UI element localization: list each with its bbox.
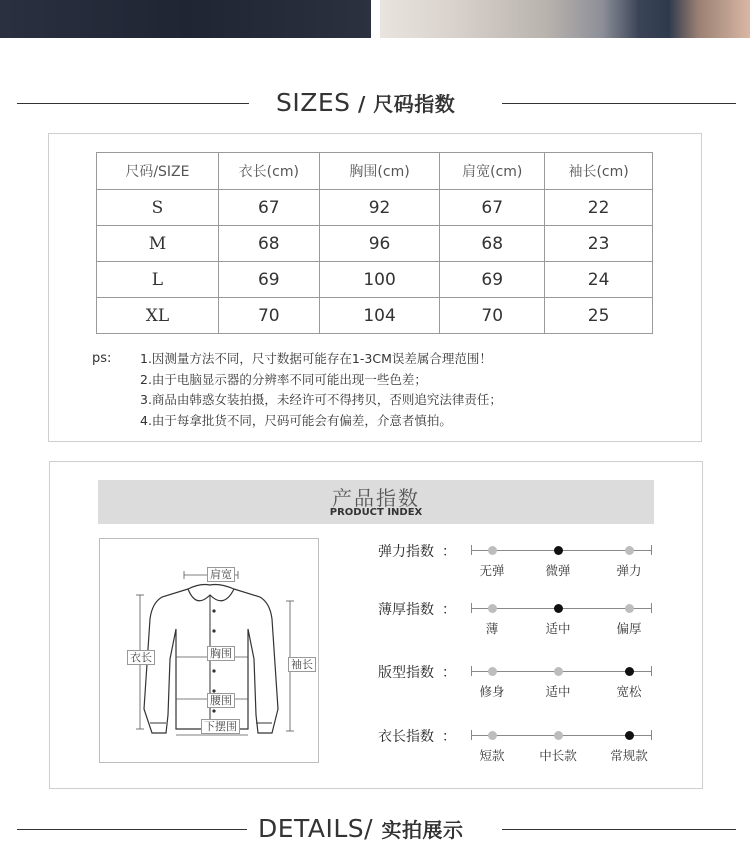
scale-dot <box>488 604 497 613</box>
index-label: 版型指数 <box>378 665 434 681</box>
index-label: 弹力指数 <box>378 544 434 560</box>
label-sleeve: 袖长 <box>288 657 316 672</box>
table-row <box>97 226 653 262</box>
index-label: 衣长指数 <box>378 729 434 745</box>
note-line: 3.商品由韩惑女装拍摄，未经许可不得拷贝，否则追究法律责任； <box>140 392 502 407</box>
scale-end-tick <box>471 603 472 613</box>
label-shoulder: 肩宽 <box>207 567 235 582</box>
footer-rule-left <box>17 829 247 830</box>
table-cell: 104 <box>319 298 440 334</box>
label-length: 衣长 <box>127 650 155 665</box>
footer-rule-right <box>502 829 736 830</box>
scale-option-label: 微弹 <box>545 563 571 578</box>
scale-dot-selected <box>554 604 563 613</box>
scale-end-tick <box>471 730 472 740</box>
table-cell: M <box>97 226 219 262</box>
sizes-title-cn: 尺码指数 <box>373 92 456 116</box>
table-cell: S <box>97 190 219 226</box>
label-chest: 胸围 <box>207 646 235 661</box>
index-label-suffix: ： <box>442 665 456 681</box>
table-cell: 23 <box>545 226 653 262</box>
scale-option-label: 中长款 <box>539 748 577 763</box>
table-row <box>97 262 653 298</box>
label-waist: 腰围 <box>207 693 235 708</box>
col-header: 衣长(cm) <box>218 153 319 190</box>
measurement-diagram <box>99 538 319 763</box>
details-title-en: DETAILS <box>258 814 365 843</box>
scale-end-tick <box>651 666 652 676</box>
table-cell: 96 <box>319 226 440 262</box>
scale-option-label: 适中 <box>545 621 571 636</box>
size-table <box>96 152 653 334</box>
scale-option-label: 宽松 <box>616 684 642 699</box>
scale-end-tick <box>651 603 652 613</box>
product-index-title-en: PRODUCT INDEX <box>329 507 423 518</box>
table-row <box>97 190 653 226</box>
note-line: 1.因测量方法不同，尺寸数据可能存在1-3CM误差属合理范围！ <box>140 351 492 366</box>
note-line: 2.由于电脑显示器的分辨率不同可能出现一些色差； <box>140 371 427 387</box>
notes-prefix: ps: <box>92 351 112 366</box>
table-cell: 69 <box>440 262 545 298</box>
table-cell: 69 <box>218 262 319 298</box>
table-cell: 24 <box>545 262 653 298</box>
scale-end-tick <box>471 545 472 555</box>
index-label-suffix: ： <box>442 602 456 618</box>
scale-end-tick <box>471 666 472 676</box>
scale-end-tick <box>651 730 652 740</box>
scale-dot-selected <box>554 546 563 555</box>
scale-option-label: 无弹 <box>479 563 505 578</box>
scale-end-tick <box>651 545 652 555</box>
index-label-suffix: ： <box>442 544 456 560</box>
scale-option-label: 弹力 <box>616 563 642 578</box>
header-rule-left <box>17 103 249 104</box>
col-header: 袖长(cm) <box>545 153 653 190</box>
table-cell: XL <box>97 298 219 334</box>
table-row <box>97 298 653 334</box>
scale-dot <box>488 667 497 676</box>
details-section-title <box>258 814 464 843</box>
scale-option-label: 薄 <box>485 621 499 636</box>
table-cell: 70 <box>218 298 319 334</box>
table-cell: 22 <box>545 190 653 226</box>
sizes-title-sep: / <box>350 92 374 116</box>
scale-dot-selected <box>625 667 634 676</box>
size-table-header-row <box>97 153 653 190</box>
scale-dot <box>488 731 497 740</box>
scale-dot <box>625 604 634 613</box>
scale-option-label: 常规款 <box>610 748 648 763</box>
col-header: 尺码/SIZE <box>97 153 219 190</box>
details-title-sep: / <box>364 814 382 843</box>
scale-dot <box>488 546 497 555</box>
index-label: 薄厚指数 <box>378 602 434 618</box>
note-line: 4.由于每拿批货不同，尺码可能会有偏差，介意者慎拍。 <box>140 412 452 428</box>
table-cell: 68 <box>218 226 319 262</box>
index-label-suffix: ： <box>442 729 456 745</box>
size-notes <box>92 349 652 433</box>
table-cell: 67 <box>440 190 545 226</box>
details-title-cn: 实拍展示 <box>381 818 464 842</box>
table-cell: 92 <box>319 190 440 226</box>
table-cell: 25 <box>545 298 653 334</box>
label-hem: 下摆围 <box>201 719 240 734</box>
sizes-section-title <box>276 88 455 117</box>
table-cell: L <box>97 262 219 298</box>
scale-option-label: 偏厚 <box>616 621 642 636</box>
table-cell: 70 <box>440 298 545 334</box>
table-cell: 100 <box>319 262 440 298</box>
scale-option-label: 短款 <box>479 748 505 763</box>
product-index-banner <box>98 480 654 524</box>
scale-dot-selected <box>625 731 634 740</box>
scale-dot <box>625 546 634 555</box>
col-header: 胸围(cm) <box>319 153 440 190</box>
scale-dot <box>554 731 563 740</box>
table-cell: 68 <box>440 226 545 262</box>
header-rule-right <box>502 103 736 104</box>
product-photo-left <box>0 0 371 38</box>
scale-dot <box>554 667 563 676</box>
table-cell: 67 <box>218 190 319 226</box>
col-header: 肩宽(cm) <box>440 153 545 190</box>
sizes-title-en: SIZES <box>276 88 351 117</box>
scale-option-label: 修身 <box>479 684 505 699</box>
product-photo-right <box>380 0 750 38</box>
scale-option-label: 适中 <box>545 684 571 699</box>
product-index-title-cn: 产品指数 <box>332 486 420 510</box>
